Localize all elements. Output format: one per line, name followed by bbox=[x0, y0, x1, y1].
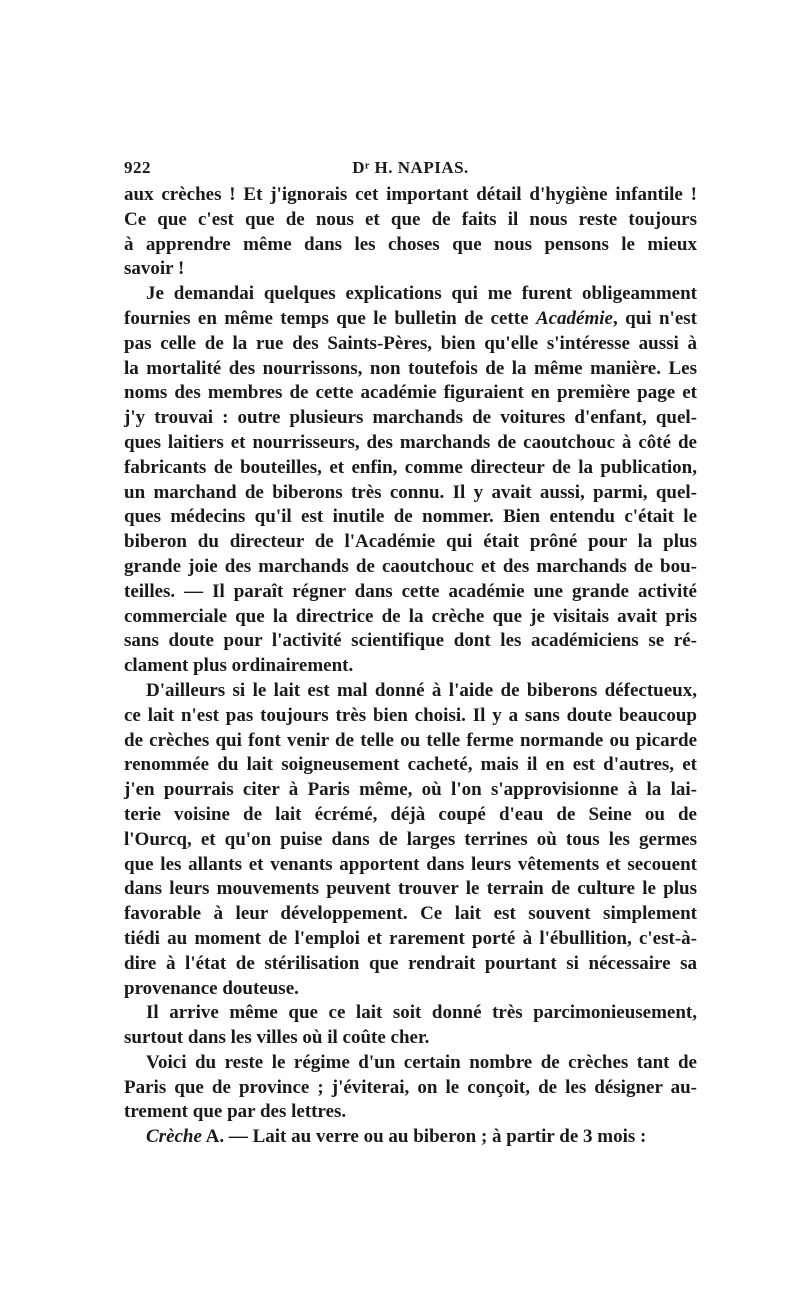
text-line: teilles. — Il paraît régner dans cette académie une grande activité bbox=[124, 580, 697, 602]
text-line: pas celle de la rue des Saints-Pères, bien qu'elle s'intéresse aussi à bbox=[124, 332, 697, 354]
text-line: un marchand de biberons très connu. Il y avait aussi, parmi, quel- bbox=[124, 481, 697, 503]
text-line: de crèches qui font venir de telle ou telle ferme normande ou picarde bbox=[124, 729, 697, 751]
text-line: Il arrive même que ce lait soit donné très parcimonieusement, bbox=[146, 1002, 697, 1024]
text-line: Crèche A. — Lait au verre ou au biberon ; à partir de 3 mois : bbox=[146, 1126, 647, 1148]
text-line: dans leurs mouvements peuvent trouver le terrain de culture le plus bbox=[124, 878, 697, 900]
text-line: sans doute pour l'activité scientifique dont les académiciens se ré- bbox=[124, 630, 697, 652]
text-line: Paris que de province ; j'éviterai, on le conçoit, de les désigner au- bbox=[124, 1076, 697, 1098]
text-line: provenance douteuse. bbox=[124, 977, 299, 999]
paragraph bbox=[124, 1001, 697, 1051]
page-header bbox=[124, 158, 697, 182]
text-line: ques laitiers et nourrisseurs, des marchands de caoutchouc à côté de bbox=[124, 431, 697, 453]
text-line: à apprendre même dans les choses que nous pensons le mieux bbox=[124, 233, 697, 255]
paragraph bbox=[124, 282, 697, 679]
text-line: favorable à leur développement. Ce lait est souvent simplement bbox=[124, 903, 697, 925]
text-line: la mortalité des nourrissons, non toutefois de la même manière. Les bbox=[124, 357, 697, 379]
text-line: fournies en même temps que le bulletin de cette Académie, qui n'est bbox=[124, 307, 697, 329]
text-line: tiédi au moment de l'emploi et rarement porté à l'ébullition, c'est-à- bbox=[124, 927, 697, 949]
text-line: j'en pourrais citer à Paris même, où l'on s'approvisionne à la lai- bbox=[124, 779, 697, 801]
text-line: Ce que c'est que de nous et que de faits il nous reste toujours bbox=[124, 208, 697, 230]
text-line: renommée du lait soigneusement cacheté, mais il en est d'autres, et bbox=[124, 754, 697, 776]
text-line: terie voisine de lait écrémé, déjà coupé d'eau de Seine ou de bbox=[124, 803, 697, 825]
paragraph bbox=[124, 1051, 697, 1125]
text-line: Voici du reste le régime d'un certain nombre de crèches tant de bbox=[146, 1051, 697, 1073]
text-line: commerciale que la directrice de la crèche que je visitais avait pris bbox=[124, 605, 697, 627]
text-line: trement que par des lettres. bbox=[124, 1101, 347, 1123]
paragraph bbox=[124, 183, 697, 282]
text-line: surtout dans les villes où il coûte cher. bbox=[124, 1027, 430, 1049]
text-line: Je demandai quelques explications qui me furent obligeamment bbox=[146, 283, 697, 305]
paragraph bbox=[124, 1125, 697, 1150]
paragraph bbox=[124, 679, 697, 1001]
text-line: ques médecins qu'il est inutile de nommer. Bien entendu c'était le bbox=[124, 506, 697, 528]
text-line: aux crèches ! Et j'ignorais cet important détail d'hygiène infantile ! bbox=[124, 184, 697, 205]
body-text bbox=[124, 183, 697, 1150]
text-line: dire à l'état de stérilisation que rendrait pourtant si nécessaire sa bbox=[124, 952, 697, 974]
text-line: grande joie des marchands de caoutchouc et des marchands de bou- bbox=[124, 555, 697, 577]
text-line: biberon du directeur de l'Académie qui était prôné pour la plus bbox=[124, 531, 697, 553]
text-line: j'y trouvai : outre plusieurs marchands de voitures d'enfant, quel- bbox=[124, 407, 697, 429]
text-line: que les allants et venants apportent dans leurs vêtements et secouent bbox=[124, 853, 697, 875]
text-line: clament plus ordinairement. bbox=[124, 655, 354, 677]
text-line: fabricants de bouteilles, et enfin, comme directeur de la publication, bbox=[124, 456, 697, 478]
text-line: ce lait n'est pas toujours très bien choisi. Il y a sans doute beaucoup bbox=[124, 704, 697, 726]
page-number: 922 bbox=[124, 158, 151, 177]
text-line: savoir ! bbox=[124, 258, 185, 280]
text-line: l'Ourcq, et qu'on puise dans de larges terrines où tous les germes bbox=[124, 828, 697, 850]
running-head: Dʳ H. NAPIAS. bbox=[352, 158, 469, 177]
text-line: noms des membres de cette académie figuraient en première page et bbox=[124, 382, 697, 404]
text-line: D'ailleurs si le lait est mal donné à l'aide de biberons défectueux, bbox=[146, 679, 697, 701]
